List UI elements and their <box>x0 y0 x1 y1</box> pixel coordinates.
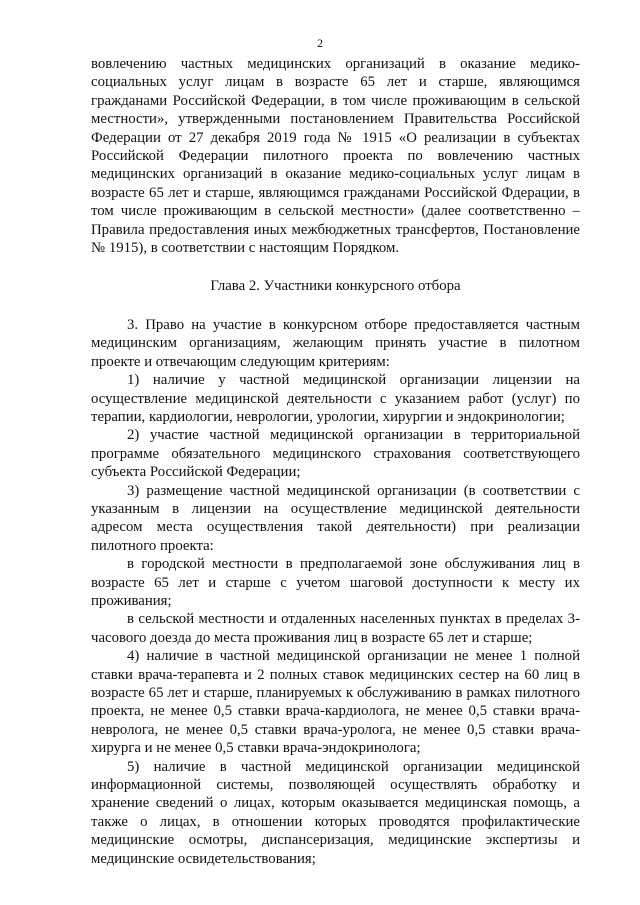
criterion-3-urban: в городской местности в предполагаемой зоне обслуживания лиц в возрасте 65 лет и старше с учетом шаговой доступности к месту их проживания; <box>91 556 580 609</box>
criterion-5: 5) наличие в частной медицинской организации медицинской информационной системы, позволяющей осуществлять обработку и хранение сведений о лицах, которым оказывается медицинская помощь, а также о лицах, в отношении которых проводятся профилактические медицинские осмотры, диспансеризация, медицинские экспертизы и медицинские освидетельствования; <box>91 758 580 867</box>
page-number: 2 <box>317 36 323 50</box>
criterion-4: 4) наличие в частной медицинской организации не менее 1 полной ставки врача-терапевта и 2 полных ставок медицинских сестер на 60 лиц в возрасте 65 лет и старше, планируемых к обслуживанию в рамках пилотного проекта, не менее 0,5 ставки врача-кардиолога, не менее 0,5 ставки врача-невролога, не менее 0,5 ставки врача-уролога, не менее 0,5 ставки врача-хирурга и не менее 0,5 ставки врача-эндокринолога; <box>91 648 580 757</box>
intro-paragraph: вовлечению частных медицинских организаций в оказание медико-социальных услуг лицам в возрасте 65 лет и старше, являющимся гражданами Российской Федерации, в том числе проживающим в сельской местности», утвержденными постановлением Правительства Российской Федерации от 27 декабря 2019 года № 1915 «О реализации в субъектах Российской Федерации пилотного проекта по вовлечению частных медицинских организаций в оказание медико-социальных услуг лицам в возрасте 65 лет и старше, являющимся гражданами Российской Фдерации, в том числе проживающим в сельской местности» (далее соответственно – Правила предоставления иных межбюджетных трансфертов, Постановление № 1915), в соответствии с настоящим Порядком. <box>91 56 580 257</box>
criterion-1: 1) наличие у частной медицинской организации лицензии на осуществление медицинской деятельности с указанием работ (услуг) по терапии, кардиологии, неврологии, урологии, хирургии и эндокринологии; <box>91 372 580 425</box>
paragraph-3: 3. Право на участие в конкурсном отборе предоставляется частным медицинским организациям, желающим принять участие в пилотном проекте и отвечающим следующим критериям: <box>91 316 580 370</box>
chapter-heading: Глава 2. Участники конкурсного отбора <box>210 278 461 295</box>
criterion-3: 3) размещение частной медицинской организации (в соответствии с указанным в лицензии на осуществление медицинской деятельности адресом места осуществления такой деятельности) при реализации пилотного проекта: <box>91 482 580 554</box>
criterion-3-rural: в сельской местности и отдаленных населенных пунктах в пределах 3-часового доезда до места проживания лиц в возрасте 65 лет и старше; <box>91 611 580 646</box>
criterion-2: 2) участие частной медицинской организации в территориальной программе обязательного медицинского страхования соответствующего субъекта Российской Федерации; <box>91 427 580 481</box>
document-body <box>91 55 580 868</box>
